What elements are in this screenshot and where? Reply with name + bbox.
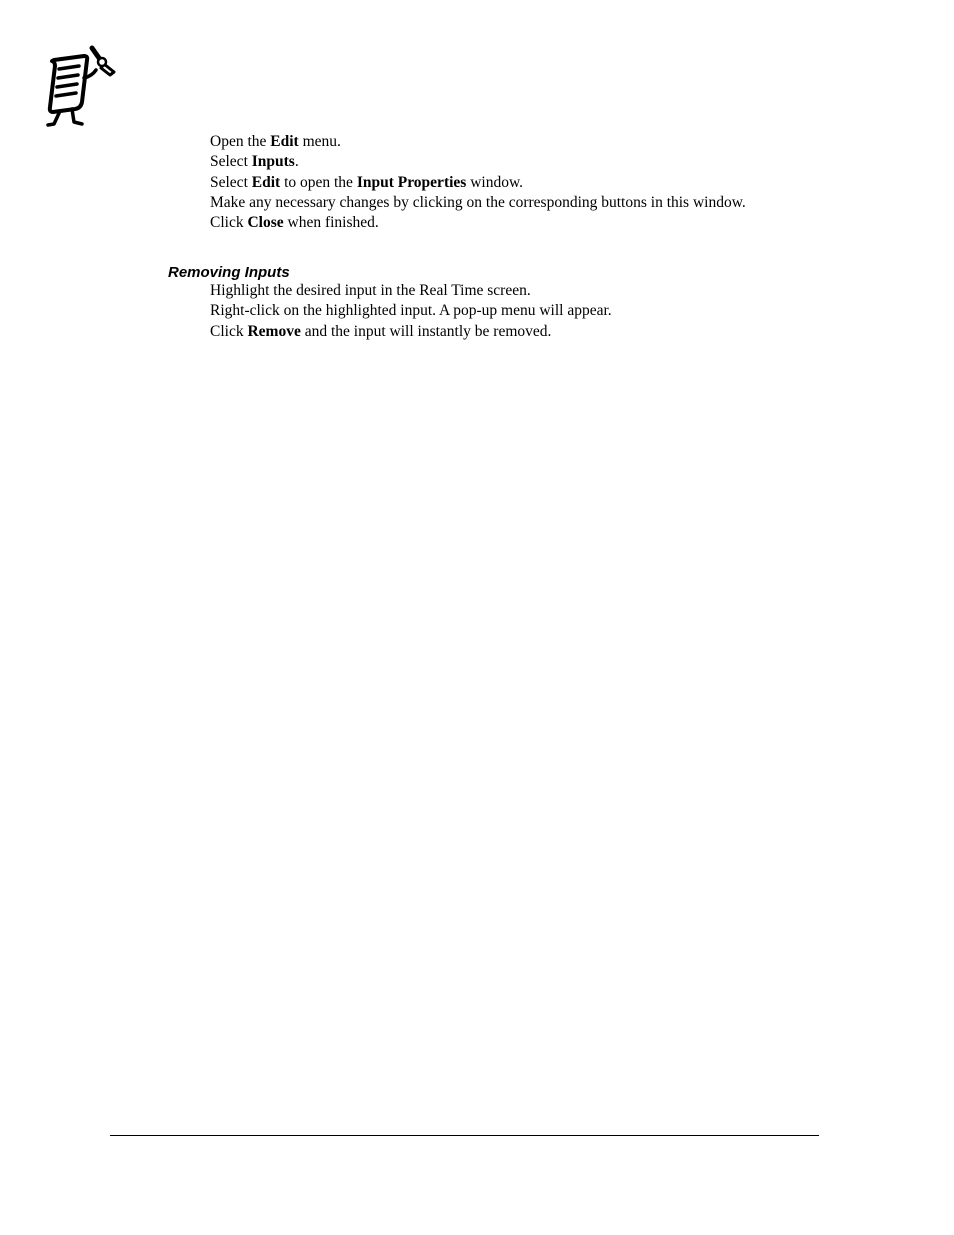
edit-steps-list — [210, 132, 870, 233]
step-open-edit-menu: Open the Edit menu. — [210, 133, 341, 150]
step-select-inputs: Select Inputs. — [210, 153, 299, 171]
step-select-edit: Select Edit to open the Input Properties window. — [210, 173, 524, 191]
step-make-changes: Make any necessary changes by clicking on the corresponding buttons in this window. — [210, 193, 746, 211]
section-heading: Removing Inputs — [168, 264, 290, 281]
step-click-close: Click Close when finished. — [210, 214, 379, 232]
step-right-click: Right-click on the highlighted input. A pop-up menu will appear. — [210, 302, 612, 320]
note-with-pen-icon — [44, 42, 118, 128]
removing-steps-list — [210, 281, 870, 342]
footer-divider — [110, 1135, 819, 1136]
step-click-remove: Click Remove and the input will instantly be removed. — [210, 322, 552, 340]
step-highlight-input: Highlight the desired input in the Real Time screen. — [210, 282, 531, 299]
